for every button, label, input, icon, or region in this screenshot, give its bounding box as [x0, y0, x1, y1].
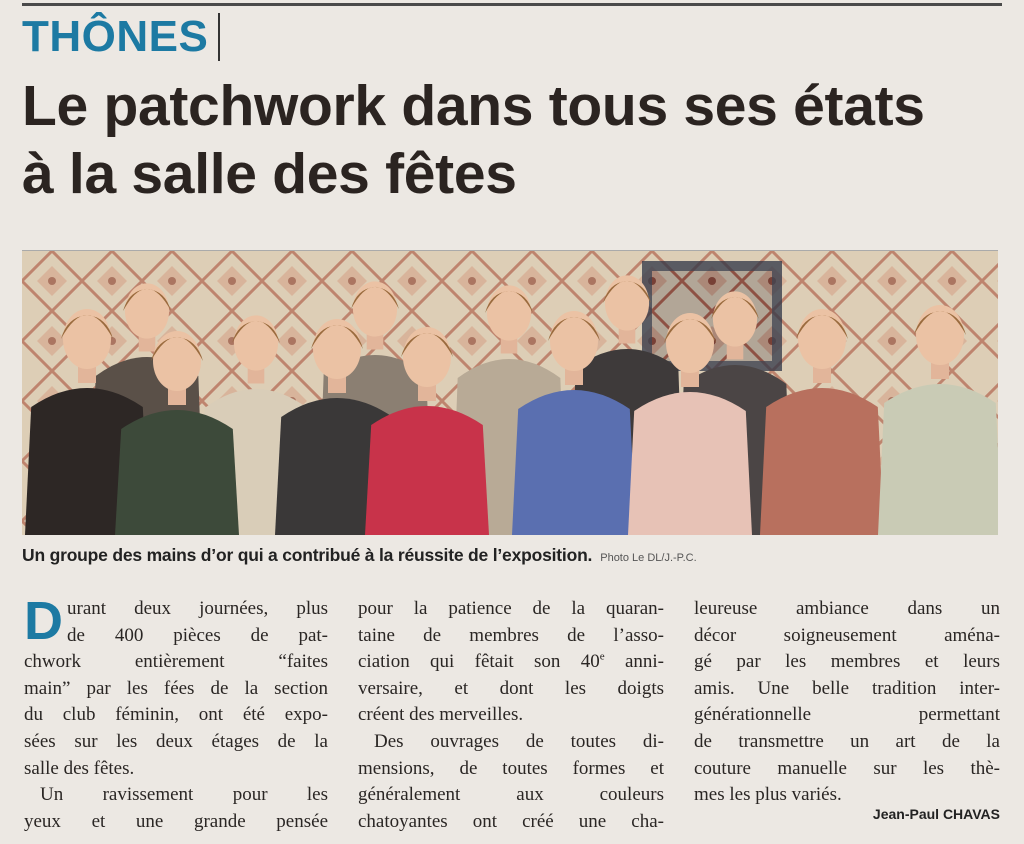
article-paragraph-3 [358, 596, 664, 729]
headline-line-1: Le patchwork dans tous ses états [22, 74, 925, 138]
section-header [22, 12, 220, 62]
text-line: mes les plus variés. [694, 784, 842, 806]
text-line: main” par les fées de la section [24, 677, 328, 699]
text-line: taine de membres de l’asso- [358, 624, 664, 646]
drop-cap: D [24, 591, 63, 651]
article-paragraph-5 [694, 596, 1000, 809]
superscript: e [599, 650, 605, 663]
group-photo [22, 250, 998, 535]
article-paragraph-2 [24, 782, 328, 835]
photo-caption [22, 545, 697, 566]
text-line: de 400 pièces de pat- [67, 624, 328, 646]
text-line: urant deux journées, plus [67, 598, 328, 619]
headline-line-2: à la salle des fêtes [22, 142, 517, 206]
text-line: versaire, et dont les doigts [358, 677, 664, 699]
text-line: salle des fêtes. [24, 757, 135, 779]
text-line: couture manuelle sur les thè- [694, 757, 1000, 779]
text-line: pour la patience de la quaran- [358, 598, 664, 619]
text-line: créent des merveilles. [358, 704, 524, 726]
text-line: amis. Une belle tradition inter- [694, 677, 1000, 699]
headline [22, 72, 1012, 208]
caption-text: Un groupe des mains d’or qui a contribué à la réussite de l’exposition. [22, 545, 593, 565]
article-paragraph-4 [358, 729, 664, 835]
text-line: Des ouvrages de toutes di- [374, 730, 664, 752]
text-line: du club féminin, ont été expo- [24, 704, 328, 726]
section-label: THÔNES [22, 12, 209, 61]
section-divider [218, 13, 220, 61]
text-line: gé par les membres et leurs [694, 651, 1000, 673]
article-column-1 [24, 591, 328, 835]
article-column-2 [358, 596, 664, 835]
author-byline: Jean-Paul CHAVAS [872, 806, 1000, 822]
text-line: de transmettre un art de la [694, 730, 1000, 752]
text-fragment: anni- [604, 651, 664, 673]
text-line [358, 649, 664, 676]
text-line: décor soigneusement aména- [694, 624, 1000, 646]
top-rule [22, 3, 1002, 6]
photo-credit: Photo Le DL/J.-P.C. [600, 552, 697, 564]
text-line: générationnelle permettant [694, 704, 1000, 726]
text-line: chwork entièrement “faites [24, 651, 328, 673]
text-line: yeux et une grande pensée [24, 810, 328, 832]
text-line: mensions, de toutes formes et [358, 757, 664, 779]
text-line: Un ravissement pour les [40, 784, 328, 806]
article-column-3 [694, 596, 1000, 809]
text-line: sées sur les deux étages de la [24, 730, 328, 752]
article-paragraph-1 [24, 591, 328, 782]
text-line: leureuse ambiance dans un [694, 598, 1000, 619]
text-line: chatoyantes ont créé une cha- [358, 810, 664, 832]
group-photo-image [22, 251, 998, 535]
text-line: généralement aux couleurs [358, 784, 664, 806]
text-fragment: ciation qui fêtait son 40 [358, 651, 600, 673]
